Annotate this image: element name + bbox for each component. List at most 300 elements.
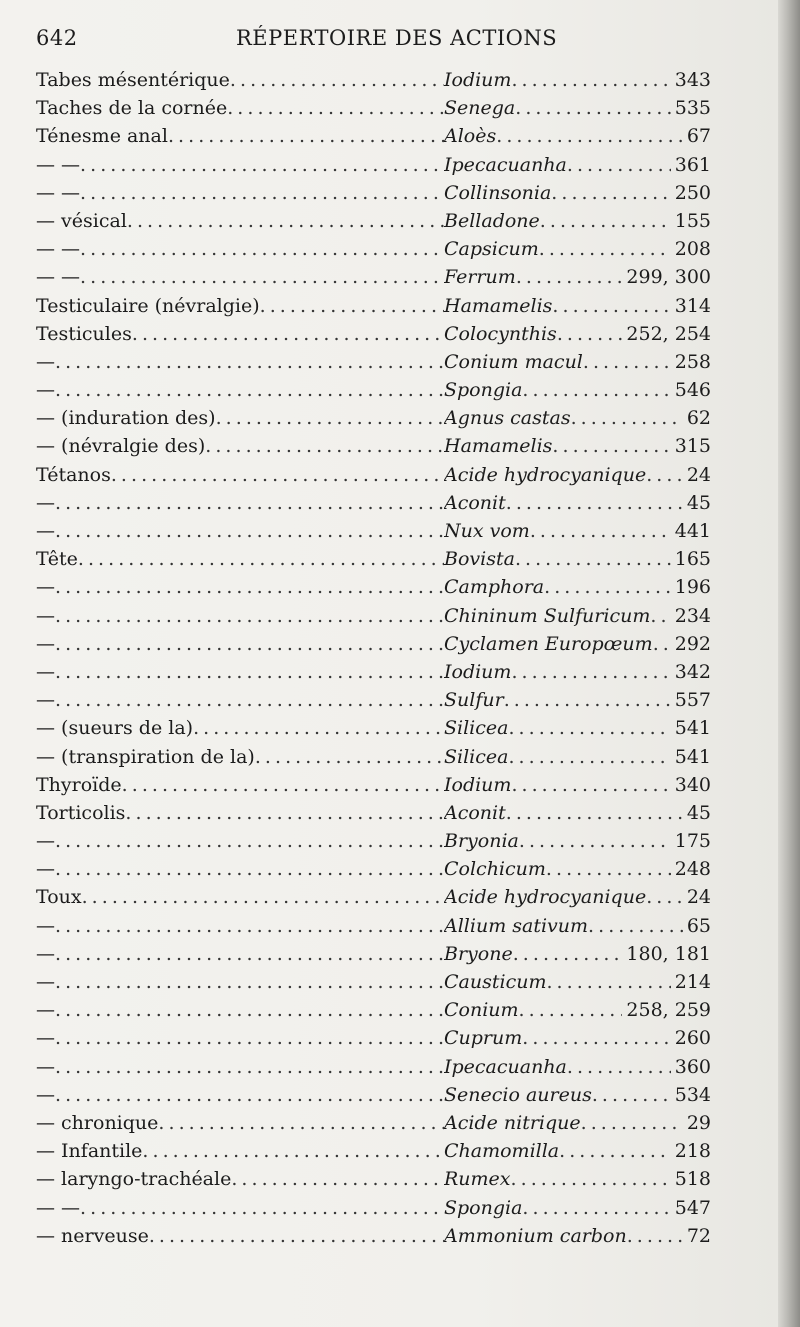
entry-page: 24: [686, 886, 711, 909]
dot-leader: [55, 827, 444, 855]
entry-remedy: Rumex: [444, 1168, 511, 1191]
entry-remedy-cell: [444, 743, 711, 771]
index-entry: [36, 207, 711, 235]
entry-remedy-cell: [444, 602, 711, 630]
entry-term: Toux: [36, 886, 82, 909]
entry-term: Testicules: [36, 322, 132, 345]
entry-term: — —: [36, 266, 81, 289]
entry-remedy: Iodium: [444, 660, 512, 683]
entry-page: 315: [674, 435, 711, 458]
entry-term: —: [36, 914, 55, 937]
dot-leader: [530, 517, 671, 545]
entry-page: 361: [674, 153, 711, 176]
page-number: 642: [36, 26, 78, 50]
entry-term: — chronique: [36, 1111, 159, 1134]
entry-page: 535: [674, 97, 711, 120]
entry-term: — laryngo-trachéale: [36, 1168, 232, 1191]
entry-remedy: Capsicum: [444, 238, 539, 261]
dot-leader: [646, 883, 683, 911]
entry-term: — (induration des): [36, 407, 216, 430]
entry-term-cell: [36, 630, 444, 658]
dot-leader: [511, 771, 670, 799]
dot-leader: [216, 404, 444, 432]
dot-leader: [168, 122, 444, 150]
running-title: RÉPERTOIRE DES ACTIONS: [236, 26, 558, 50]
entry-remedy: Senega: [444, 97, 516, 120]
dot-leader: [519, 827, 671, 855]
entry-remedy: Chamomilla: [444, 1140, 560, 1163]
dot-leader: [539, 235, 671, 263]
dot-leader: [551, 179, 670, 207]
dot-leader: [149, 1222, 444, 1250]
entry-remedy: Camphora: [444, 576, 545, 599]
entry-term: —: [36, 350, 55, 373]
entry-term: —: [36, 1027, 55, 1050]
dot-leader: [519, 996, 623, 1024]
index-entry: [36, 855, 711, 883]
entry-term-cell: [36, 602, 444, 630]
index-entry: [36, 179, 711, 207]
dot-leader: [55, 912, 444, 940]
entry-term: Thyroïde: [36, 773, 122, 796]
entry-remedy-cell: [444, 263, 711, 291]
entry-term: Tête: [36, 548, 78, 571]
dot-leader: [522, 1194, 670, 1222]
index-entry: [36, 545, 711, 573]
entry-page: 541: [674, 717, 711, 740]
entry-term-cell: [36, 1194, 444, 1222]
entry-page: 250: [674, 181, 711, 204]
entry-remedy-cell: [444, 799, 711, 827]
entry-page: 534: [674, 1083, 711, 1106]
entry-term: —: [36, 379, 55, 402]
dot-leader: [55, 489, 444, 517]
entry-page: 518: [674, 1168, 711, 1191]
dot-leader: [55, 602, 444, 630]
entry-remedy: Belladone: [444, 209, 540, 232]
dot-leader: [511, 658, 670, 686]
entry-remedy-cell: [444, 1222, 711, 1250]
dot-leader: [506, 489, 683, 517]
index-entry: [36, 1222, 711, 1250]
entry-term-cell: [36, 855, 444, 883]
entry-page: 299, 300: [626, 266, 711, 289]
entry-remedy-cell: [444, 489, 711, 517]
entry-page: 340: [674, 773, 711, 796]
index-entry: [36, 263, 711, 291]
entry-page: 62: [686, 407, 711, 430]
dot-leader: [650, 602, 670, 630]
entry-term-cell: [36, 1137, 444, 1165]
entry-term-cell: [36, 122, 444, 150]
entry-remedy: Cyclamen Europœum: [444, 632, 653, 655]
dot-leader: [125, 799, 444, 827]
entry-page: 175: [674, 830, 711, 853]
dot-leader: [80, 179, 444, 207]
entry-remedy-cell: [444, 517, 711, 545]
dot-leader: [55, 376, 444, 404]
entry-term: — (sueurs de la): [36, 717, 194, 740]
entry-term: Taches de la cornée: [36, 97, 228, 120]
entry-remedy-cell: [444, 968, 711, 996]
entry-remedy-cell: [444, 1053, 711, 1081]
entry-remedy: Silicea: [444, 745, 509, 768]
dot-leader: [546, 968, 670, 996]
entry-page: 218: [674, 1140, 711, 1163]
dot-leader: [508, 714, 670, 742]
entry-term: — (transpiration de la): [36, 745, 255, 768]
dot-leader: [515, 545, 671, 573]
index-entry: [36, 432, 711, 460]
entry-page: 180, 181: [626, 942, 711, 965]
entry-remedy: Senecio aureus: [444, 1083, 592, 1106]
entry-remedy-cell: [444, 151, 711, 179]
entry-term-cell: [36, 404, 444, 432]
entry-remedy-cell: [444, 771, 711, 799]
entry-remedy-cell: [444, 1024, 711, 1052]
dot-leader: [567, 1053, 671, 1081]
entry-remedy-cell: [444, 404, 711, 432]
dot-leader: [122, 771, 444, 799]
dot-leader: [516, 263, 623, 291]
index-entry: [36, 1053, 711, 1081]
entry-term-cell: [36, 517, 444, 545]
entry-term: — (névralgie des): [36, 435, 206, 458]
entry-remedy: Ferrum: [444, 266, 516, 289]
entry-remedy-cell: [444, 545, 711, 573]
dot-leader: [231, 1165, 444, 1193]
entry-term: —: [36, 491, 55, 514]
dot-leader: [193, 714, 444, 742]
entry-remedy-cell: [444, 996, 711, 1024]
entry-term-cell: [36, 235, 444, 263]
entry-term-cell: [36, 1222, 444, 1250]
index-entry: [36, 235, 711, 263]
entry-term-cell: [36, 1165, 444, 1193]
entry-term-cell: [36, 432, 444, 460]
entry-remedy-cell: [444, 179, 711, 207]
entry-remedy: Silicea: [444, 717, 509, 740]
entry-term-cell: [36, 94, 444, 122]
dot-leader: [55, 573, 444, 601]
entry-term: Tétanos: [36, 463, 111, 486]
entry-remedy: Conium: [444, 999, 519, 1022]
entry-remedy: Sulfur: [444, 689, 504, 712]
dot-leader: [55, 1081, 444, 1109]
dot-leader: [496, 122, 683, 150]
dot-leader: [55, 658, 444, 686]
dot-leader: [511, 1165, 671, 1193]
dot-leader: [515, 94, 671, 122]
entry-remedy: Collinsonia: [444, 181, 552, 204]
entry-remedy-cell: [444, 376, 711, 404]
entry-term-cell: [36, 1109, 444, 1137]
entry-page: 441: [674, 520, 711, 542]
entry-remedy: Aconit: [444, 801, 506, 824]
entry-term-cell: [36, 996, 444, 1024]
entry-page: 547: [674, 1196, 711, 1219]
index-entries: [36, 66, 711, 1250]
entry-remedy-cell: [444, 66, 711, 94]
entry-term-cell: [36, 461, 444, 489]
dot-leader: [227, 94, 444, 122]
entry-term: — —: [36, 181, 81, 204]
dot-leader: [571, 404, 683, 432]
index-entry: [36, 658, 711, 686]
entry-remedy: Iodium: [444, 773, 512, 796]
entry-page: 258: [674, 350, 711, 373]
dot-leader: [559, 1137, 671, 1165]
entry-term-cell: [36, 1081, 444, 1109]
index-entry: [36, 122, 711, 150]
entry-term-cell: [36, 883, 444, 911]
dot-leader: [55, 855, 444, 883]
dot-leader: [504, 686, 671, 714]
entry-term-cell: [36, 686, 444, 714]
entry-page: 292: [674, 632, 711, 655]
entry-remedy-cell: [444, 1137, 711, 1165]
entry-remedy-cell: [444, 292, 711, 320]
entry-term: — —: [36, 238, 81, 261]
entry-page: 67: [686, 125, 711, 148]
entry-remedy: Conium macul: [444, 350, 583, 373]
dot-leader: [55, 968, 444, 996]
dot-leader: [80, 151, 444, 179]
entry-remedy: Agnus castas: [444, 407, 571, 430]
entry-term: —: [36, 632, 55, 655]
entry-remedy-cell: [444, 630, 711, 658]
entry-remedy-cell: [444, 94, 711, 122]
dot-leader: [55, 940, 444, 968]
dot-leader: [55, 686, 444, 714]
index-entry: [36, 94, 711, 122]
index-entry: [36, 1165, 711, 1193]
index-entry: [36, 489, 711, 517]
dot-leader: [82, 883, 444, 911]
entry-term-cell: [36, 573, 444, 601]
entry-remedy: Cuprum: [444, 1027, 523, 1050]
dot-leader: [55, 1053, 444, 1081]
entry-remedy: Bryone: [444, 942, 513, 965]
entry-page: 65: [686, 914, 711, 937]
dot-leader: [522, 376, 670, 404]
entry-remedy: Ipecacuanha: [444, 1055, 567, 1078]
index-entry: [36, 912, 711, 940]
entry-remedy-cell: [444, 1081, 711, 1109]
entry-remedy-cell: [444, 1194, 711, 1222]
dot-leader: [55, 630, 444, 658]
dot-leader: [546, 855, 671, 883]
entry-remedy-cell: [444, 461, 711, 489]
index-entry: [36, 461, 711, 489]
index-entry: [36, 883, 711, 911]
entry-remedy: Acide hydrocyanique: [444, 886, 647, 909]
dot-leader: [627, 1222, 683, 1250]
index-entry: [36, 376, 711, 404]
entry-remedy: Ipecacuanha: [444, 153, 567, 176]
entry-term: — Infantile: [36, 1140, 143, 1163]
dot-leader: [55, 996, 444, 1024]
entry-term: —: [36, 971, 55, 993]
entry-page: 343: [674, 69, 711, 91]
dot-leader: [557, 320, 623, 348]
entry-remedy: Bovista: [444, 548, 515, 571]
entry-remedy-cell: [444, 658, 711, 686]
entry-term: Torticolis: [36, 801, 126, 824]
entry-term-cell: [36, 743, 444, 771]
entry-page: 45: [686, 801, 711, 824]
index-entry: [36, 404, 711, 432]
entry-page: 234: [674, 604, 711, 627]
entry-page: 45: [686, 491, 711, 514]
dot-leader: [513, 940, 623, 968]
entry-term-cell: [36, 1053, 444, 1081]
entry-remedy-cell: [444, 883, 711, 911]
entry-term: — vésical: [36, 209, 127, 232]
dot-leader: [581, 1109, 683, 1137]
dot-leader: [142, 1137, 444, 1165]
dot-leader: [55, 1024, 444, 1052]
entry-term-cell: [36, 658, 444, 686]
page-header: [36, 26, 726, 56]
entry-term-cell: [36, 207, 444, 235]
dot-leader: [583, 348, 671, 376]
entry-term: —: [36, 1055, 55, 1078]
dot-leader: [127, 207, 444, 235]
entry-page: 196: [674, 576, 711, 599]
entry-term-cell: [36, 799, 444, 827]
entry-remedy: Nux vom: [444, 520, 530, 542]
entry-remedy: Spongia: [444, 1196, 523, 1219]
index-entry: [36, 996, 711, 1024]
entry-term-cell: [36, 827, 444, 855]
entry-page: 214: [674, 971, 711, 993]
dot-leader: [80, 235, 444, 263]
entry-page: 360: [674, 1055, 711, 1078]
entry-term-cell: [36, 545, 444, 573]
entry-remedy-cell: [444, 827, 711, 855]
entry-term-cell: [36, 263, 444, 291]
entry-remedy: Spongia: [444, 379, 523, 402]
dot-leader: [80, 1194, 444, 1222]
entry-remedy-cell: [444, 432, 711, 460]
entry-term: —: [36, 858, 55, 881]
dot-leader: [540, 207, 671, 235]
dot-leader: [552, 432, 670, 460]
entry-remedy: Iodium: [444, 69, 512, 91]
index-entry: [36, 292, 711, 320]
index-entry: [36, 686, 711, 714]
dot-leader: [111, 461, 444, 489]
entry-page: 557: [674, 689, 711, 712]
entry-term-cell: [36, 179, 444, 207]
entry-remedy-cell: [444, 855, 711, 883]
entry-remedy: Acide nitrique: [444, 1111, 581, 1134]
index-entry: [36, 743, 711, 771]
entry-page: 24: [686, 463, 711, 486]
index-entry: [36, 630, 711, 658]
index-entry: [36, 602, 711, 630]
index-entry: [36, 151, 711, 179]
entry-term: —: [36, 520, 55, 542]
entry-term-cell: [36, 489, 444, 517]
entry-page: 165: [674, 548, 711, 571]
entry-page: 541: [674, 745, 711, 768]
dot-leader: [653, 630, 671, 658]
entry-remedy: Aloès: [444, 125, 497, 148]
index-entry: [36, 1194, 711, 1222]
index-entry: [36, 573, 711, 601]
dot-leader: [552, 292, 670, 320]
dot-leader: [544, 573, 671, 601]
index-entry: [36, 827, 711, 855]
dot-leader: [230, 66, 444, 94]
dot-leader: [80, 263, 444, 291]
entry-term: — —: [36, 153, 81, 176]
entry-term: —: [36, 942, 55, 965]
dot-leader: [78, 545, 444, 573]
entry-term: —: [36, 604, 55, 627]
entry-term-cell: [36, 292, 444, 320]
entry-remedy-cell: [444, 348, 711, 376]
dot-leader: [158, 1109, 444, 1137]
entry-remedy-cell: [444, 686, 711, 714]
entry-page: 208: [674, 238, 711, 261]
dot-leader: [260, 292, 444, 320]
entry-remedy: Colocynthis: [444, 322, 557, 345]
dot-leader: [508, 743, 670, 771]
entry-remedy-cell: [444, 1109, 711, 1137]
entry-remedy: Hamamelis: [444, 435, 553, 458]
entry-term-cell: [36, 968, 444, 996]
entry-term: —: [36, 660, 55, 683]
entry-page: 155: [674, 209, 711, 232]
index-entry: [36, 968, 711, 996]
entry-term-cell: [36, 348, 444, 376]
entry-remedy: Hamamelis: [444, 294, 553, 317]
entry-term: — nerveuse: [36, 1224, 149, 1247]
entry-page: 258, 259: [626, 999, 711, 1022]
entry-term: — —: [36, 1196, 81, 1219]
entry-remedy-cell: [444, 714, 711, 742]
entry-page: 314: [674, 294, 711, 317]
dot-leader: [588, 912, 683, 940]
entry-term: —: [36, 830, 55, 853]
entry-remedy: Bryonia: [444, 830, 519, 853]
index-entry: [36, 940, 711, 968]
entry-term: Testiculaire (névralgie): [36, 294, 260, 317]
index-entry: [36, 66, 711, 94]
entry-page: 342: [674, 660, 711, 683]
entry-page: 248: [674, 858, 711, 881]
entry-remedy-cell: [444, 573, 711, 601]
entry-term: Tabes mésentérique: [36, 69, 230, 91]
dot-leader: [55, 517, 444, 545]
index-entry: [36, 714, 711, 742]
entry-remedy: Aconit: [444, 491, 506, 514]
entry-remedy: Chininum Sulfuricum: [444, 604, 651, 627]
entry-term: Ténesme anal: [36, 125, 168, 148]
dot-leader: [592, 1081, 671, 1109]
entry-page: 260: [674, 1027, 711, 1050]
index-entry: [36, 1024, 711, 1052]
dot-leader: [132, 320, 444, 348]
entry-term-cell: [36, 320, 444, 348]
entry-term-cell: [36, 912, 444, 940]
entry-term: —: [36, 1083, 55, 1106]
dot-leader: [506, 799, 683, 827]
index-entry: [36, 517, 711, 545]
